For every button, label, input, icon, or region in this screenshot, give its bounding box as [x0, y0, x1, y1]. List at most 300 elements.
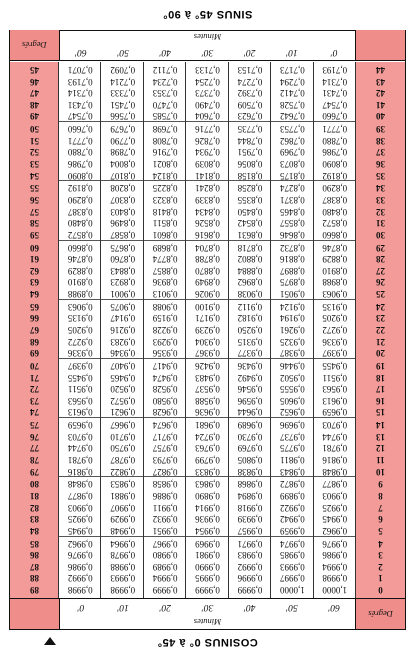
table-cell: 0,9689 — [237, 420, 263, 431]
table-cell: 0,7862 — [280, 135, 305, 146]
table-cell: 0,7698 — [152, 124, 178, 135]
cosine-degree: 43 — [376, 76, 385, 87]
sine-degree: 68 — [30, 336, 39, 347]
table-cell: 0,9621 — [110, 407, 136, 418]
table-body — [10, 62, 405, 598]
sine-degree: 58 — [30, 218, 39, 229]
table-cell: 0,9853 — [110, 479, 136, 490]
table-cell: 0,9075 — [110, 301, 136, 312]
table-cell: 0,9546 — [237, 384, 263, 395]
table-cell: 0,7716 — [195, 124, 220, 135]
table-cell: 0,9537 — [195, 384, 220, 395]
table-cell: 0,9877 — [67, 491, 93, 501]
table-cell: 0,9999 — [237, 585, 263, 595]
table-cell: 0,9763 — [195, 443, 220, 454]
table-row — [10, 360, 405, 371]
table-cell: 0,8090 — [322, 159, 348, 169]
value-cells — [59, 276, 356, 287]
table-cell: 0,9805 — [237, 455, 263, 465]
table-row — [10, 372, 405, 383]
table-cell: 0,8857 — [152, 265, 178, 276]
cosine-degree: 10 — [376, 466, 385, 477]
table-row — [10, 502, 405, 513]
cosine-degree: 3 — [378, 550, 383, 561]
value-cells — [59, 478, 356, 489]
table-row — [10, 288, 405, 299]
table-cell: 0,9881 — [110, 491, 136, 501]
value-cells — [59, 265, 356, 276]
table-cell: 0,9994 — [152, 573, 178, 584]
table-cell: 0,8802 — [237, 254, 263, 265]
table-row — [10, 182, 405, 193]
table-cell: 0,9971 — [237, 538, 263, 549]
table-cell: 0,8542 — [237, 218, 263, 229]
value-cells — [59, 312, 356, 323]
table-cell: 0,9724 — [195, 431, 220, 442]
table-cell: 0,9710 — [110, 431, 136, 442]
table-cell: 0,9283 — [110, 336, 136, 347]
column-rule — [270, 62, 271, 598]
table-cell: 0,9667 — [110, 420, 136, 431]
trig-table — [9, 30, 406, 630]
table-cell: 0,7808 — [152, 135, 178, 146]
table-cell: 0,9914 — [195, 502, 220, 513]
table-row — [10, 206, 405, 217]
table-cell: 0,9001 — [110, 289, 136, 299]
table-cell: 0,9644 — [237, 407, 263, 418]
table-cell: 0,9981 — [195, 550, 220, 561]
table-cell: 0,8675 — [110, 242, 136, 253]
table-cell: 0,7254 — [195, 76, 220, 87]
cosine-degree: 9 — [378, 479, 383, 490]
table-cell: 0,9703 — [322, 420, 348, 431]
table-cell: 0,9182 — [237, 313, 263, 324]
cosine-degree: 32 — [376, 206, 385, 217]
minute-ticks-bottom — [60, 47, 356, 57]
table-cell: 0,9205 — [67, 325, 93, 335]
table-cell: 0,9377 — [237, 348, 263, 359]
table-cell: 0,9781 — [322, 443, 348, 454]
table-cell: 0,7660 — [67, 124, 93, 135]
table-cell: 0,9588 — [195, 395, 220, 406]
sine-degree: 53 — [30, 159, 39, 169]
table-cell: 0,7547 — [67, 111, 93, 122]
table-cell: 0,9964 — [110, 538, 136, 549]
cosine-degree: 28 — [376, 254, 385, 265]
table-row — [10, 324, 405, 335]
cosine-degree: 24 — [376, 301, 385, 312]
cosine-degree: 7 — [378, 502, 383, 513]
table-row — [10, 336, 405, 347]
table-cell: 0,7490 — [195, 99, 220, 110]
table-cell: 0,9985 — [280, 550, 305, 561]
table-cell: 0,8371 — [280, 195, 305, 205]
table-cell: 0,8290 — [67, 195, 93, 205]
minutes-header-bottom — [59, 30, 357, 60]
minute-tick: 10' — [117, 602, 129, 612]
cosine-degree: 1 — [378, 573, 383, 584]
cosine-degree: 40 — [376, 111, 385, 122]
sine-degree: 59 — [30, 229, 39, 240]
table-cell: 0,9703 — [67, 431, 93, 442]
table-cell: 0,8843 — [110, 265, 136, 276]
table-row — [10, 265, 405, 276]
table-cell: 0,8788 — [195, 254, 220, 265]
table-cell: 0,9781 — [67, 455, 93, 465]
table-cell: 0,7133 — [195, 65, 220, 75]
table-cell: 0,8434 — [195, 206, 220, 217]
table-cell: 0,8829 — [67, 265, 93, 276]
table-cell: 0,9969 — [195, 538, 220, 549]
table-cell: 0,9659 — [67, 420, 93, 431]
table-cell: 0,9945 — [322, 514, 348, 525]
table-cell: 0,7771 — [67, 135, 93, 146]
table-cell: 0,7451 — [110, 99, 136, 110]
table-cell: 0,8988 — [322, 277, 348, 288]
table-row — [10, 253, 405, 264]
table-cell: 0,9976 — [67, 550, 93, 561]
table-cell: 0,9063 — [322, 289, 348, 299]
table-cell: 0,9250 — [237, 325, 263, 335]
table-row — [10, 466, 405, 477]
table-row — [10, 419, 405, 430]
table-cell: 0,9135 — [67, 313, 93, 324]
table-cell: 0,9775 — [280, 443, 305, 454]
table-cell: 0,9483 — [195, 372, 220, 383]
table-cell: 0,9336 — [67, 348, 93, 359]
table-cell: 0,8923 — [110, 277, 136, 288]
sine-degree: 69 — [30, 348, 39, 359]
table-cell: 0,9397 — [67, 361, 93, 371]
table-cell: 0,9750 — [110, 443, 136, 454]
table-cell: 0,9787 — [110, 455, 136, 465]
cosine-degree: 6 — [378, 514, 383, 525]
value-cells — [59, 466, 356, 477]
cosine-degree: 4 — [378, 538, 383, 549]
value-cells — [59, 549, 356, 560]
value-cells — [59, 182, 356, 193]
table-cell: 0,7951 — [237, 147, 263, 158]
value-cells — [59, 561, 356, 572]
table-row — [10, 99, 405, 110]
table-cell: 0,9744 — [67, 443, 93, 454]
table-row — [10, 158, 405, 169]
cosine-degree: 21 — [376, 336, 385, 347]
table-cell: 0,8496 — [110, 218, 136, 229]
value-cells — [59, 242, 356, 253]
table-cell: 0,8829 — [322, 254, 348, 265]
table-cell: 0,8403 — [110, 206, 136, 217]
minute-tick: 60' — [75, 47, 87, 57]
sine-degree: 50 — [30, 124, 39, 135]
table-cell: 0,9838 — [237, 466, 263, 477]
table-cell: 0,7153 — [237, 65, 263, 75]
table-cell: 0,9356 — [152, 348, 178, 359]
value-cells — [59, 135, 356, 146]
table-cell: 0,9194 — [280, 313, 305, 324]
sine-degree: 60 — [30, 242, 39, 253]
value-cells — [59, 217, 356, 228]
table-cell: 0,7898 — [110, 147, 136, 158]
table-cell: 0,8355 — [237, 195, 263, 205]
minute-tick: 50' — [286, 602, 298, 612]
cosine-degree: 25 — [376, 289, 385, 299]
table-cell: 0,8056 — [237, 159, 263, 169]
table-cell: 0,8090 — [67, 170, 93, 181]
value-cells — [59, 123, 356, 134]
table-cell: 0,9976 — [322, 538, 348, 549]
value-cells — [59, 87, 356, 98]
cosine-degree: 15 — [376, 407, 385, 418]
table-row — [10, 170, 405, 181]
table-cell: 0,9999 — [195, 585, 220, 595]
table-cell: 0,9925 — [322, 502, 348, 513]
value-cells — [59, 336, 356, 347]
table-cell: 0,8158 — [237, 170, 263, 181]
table-cell: 0,9959 — [280, 525, 305, 536]
table-cell: 0,7193 — [322, 65, 348, 75]
table-cell: 0,9465 — [110, 372, 136, 383]
table-cell: 0,7844 — [237, 135, 263, 146]
table-row — [10, 123, 405, 134]
table-cell: 0,8660 — [322, 229, 348, 240]
value-cells — [59, 442, 356, 453]
minute-ticks-top — [60, 602, 356, 612]
sine-degree: 80 — [30, 479, 39, 490]
value-cells — [59, 158, 356, 169]
table-cell: 0,8208 — [110, 183, 136, 194]
table-cell: 0,9502 — [280, 372, 305, 383]
table-cell: 0,9978 — [110, 550, 136, 561]
table-cell: 0,9367 — [195, 348, 220, 359]
value-cells — [59, 513, 356, 524]
value-cells — [59, 301, 356, 312]
table-cell: 0,8884 — [237, 265, 263, 276]
table-cell: 0,9605 — [280, 395, 305, 406]
value-cells — [59, 454, 356, 465]
column-rule — [100, 62, 101, 598]
value-cells — [59, 490, 356, 501]
table-cell: 0,9613 — [322, 395, 348, 406]
table-cell: 0,7412 — [280, 88, 305, 99]
sine-degree: 57 — [30, 206, 39, 217]
table-row — [10, 406, 405, 417]
table-row — [10, 64, 405, 75]
header-corner-bottom — [356, 30, 405, 60]
table-cell: 0,9993 — [280, 561, 305, 572]
table-cell: 0,9793 — [152, 455, 178, 465]
sine-degree: 47 — [30, 88, 39, 99]
table-cell: 0,8616 — [195, 229, 220, 240]
table-cell: 0,7986 — [67, 159, 93, 169]
table-cell: 0,9387 — [280, 348, 305, 359]
cosine-degree: 17 — [376, 384, 385, 395]
table-row — [10, 584, 405, 595]
table-cell: 0,9907 — [110, 502, 136, 513]
table-cell: 0,9492 — [237, 372, 263, 383]
table-cell: 0,9858 — [152, 479, 178, 490]
value-cells — [59, 572, 356, 583]
table-cell: 0,8339 — [195, 195, 220, 205]
table-row — [10, 513, 405, 524]
table-cell: 0,9822 — [110, 466, 136, 477]
direction-arrow-icon — [44, 637, 56, 645]
table-cell: 0,8290 — [322, 183, 348, 194]
minute-tick: 0' — [77, 602, 85, 612]
table-cell: 0,9925 — [67, 514, 93, 525]
cosine-degree: 0 — [378, 585, 383, 595]
sine-degree: 66 — [30, 313, 39, 324]
cosine-degree: 38 — [376, 135, 385, 146]
table-row — [10, 312, 405, 323]
table-cell: 0,9957 — [237, 525, 263, 536]
table-cell: 0,7679 — [110, 124, 136, 135]
table-cell: 0,8689 — [152, 242, 178, 253]
table-cell: 0,9998 — [322, 573, 348, 584]
table-cell: 0,7528 — [280, 99, 305, 110]
sine-degree: 89 — [30, 585, 39, 595]
table-cell: 0,8465 — [280, 206, 305, 217]
cosine-degree: 34 — [376, 183, 385, 194]
table-cell: 0,9511 — [68, 384, 93, 395]
table-cell: 0,9147 — [110, 313, 136, 324]
table-row — [10, 194, 405, 205]
table-cell: 0,7092 — [110, 65, 136, 75]
table-cell: 0,9293 — [152, 336, 178, 347]
table-cell: 0,8572 — [322, 218, 348, 229]
table-cell: 0,9511 — [322, 372, 347, 383]
table-cell: 0,8192 — [67, 183, 93, 194]
table-cell: 0,8631 — [237, 229, 263, 240]
table-cell: 0,8192 — [322, 170, 348, 181]
table-cell: 0,9659 — [322, 407, 348, 418]
table-cell: 1,0000 — [322, 585, 348, 595]
table-row — [10, 87, 405, 98]
table-cell: 0,7880 — [322, 135, 348, 146]
sine-degree: 75 — [30, 420, 39, 431]
sine-degree: 74 — [30, 407, 39, 418]
cosine-degree: 37 — [376, 147, 385, 158]
table-cell: 0,9205 — [322, 313, 348, 324]
cosine-degree: 39 — [376, 124, 385, 135]
column-rule — [185, 62, 186, 598]
table-cell: 0,9989 — [152, 561, 178, 572]
sine-degree: 63 — [30, 277, 39, 288]
table-cell: 0,9922 — [280, 502, 305, 513]
table-cell: 0,9999 — [152, 585, 178, 595]
sine-degree: 87 — [30, 561, 39, 572]
sine-degree: 78 — [30, 455, 39, 465]
cosine-degree: 44 — [376, 65, 385, 75]
sine-degree: 71 — [30, 372, 39, 383]
cosine-degree: 42 — [376, 88, 385, 99]
minute-tick: 60' — [328, 602, 340, 612]
table-cell: 0,9555 — [280, 384, 305, 395]
sine-title: SINUS 45° à 90° — [162, 8, 253, 20]
table-cell: 0,9315 — [237, 336, 263, 347]
table-cell: 0,7314 — [322, 76, 348, 87]
table-cell: 0,8004 — [110, 159, 136, 169]
table-cell: 0,9911 — [152, 502, 178, 513]
table-cell: 0,9325 — [280, 336, 305, 347]
table-row — [10, 110, 405, 121]
table-cell: 0,7566 — [110, 111, 136, 122]
table-cell: 0,7274 — [237, 76, 263, 87]
table-cell: 0,9135 — [322, 301, 348, 312]
minute-tick: 10' — [286, 47, 298, 57]
table-row — [10, 301, 405, 312]
value-cells — [59, 347, 356, 358]
table-cell: 0,9998 — [110, 585, 136, 595]
cosine-degree: 31 — [376, 218, 385, 229]
table-cell: 0,9992 — [237, 561, 263, 572]
table-cell: 0,9903 — [322, 491, 348, 501]
table-cell: 0,8816 — [280, 254, 305, 265]
table-cell: 0,7112 — [152, 65, 178, 75]
table-cell: 0,8704 — [195, 242, 220, 253]
value-cells — [59, 76, 356, 87]
table-row — [10, 229, 405, 240]
table-cell: 0,9827 — [152, 466, 178, 477]
table-cell: 0,9674 — [152, 420, 178, 431]
table-cell: 0,9848 — [67, 479, 93, 490]
table-cell: 0,7071 — [67, 65, 93, 75]
table-cell: 0,9986 — [322, 550, 348, 561]
table-cell: 0,9216 — [110, 325, 136, 335]
table-cell: 0,7880 — [67, 147, 93, 158]
table-cell: 0,8774 — [152, 254, 178, 265]
table-cell: 0,7969 — [280, 147, 305, 158]
value-cells — [59, 99, 356, 110]
table-cell: 0,7294 — [280, 76, 305, 87]
table-cell: 0,9681 — [195, 420, 220, 431]
table-cell: 0,8418 — [152, 206, 178, 217]
value-cells — [59, 360, 356, 371]
table-cell: 0,7934 — [195, 147, 220, 158]
table-cell: 0,9992 — [67, 573, 93, 584]
table-cell: 0,7509 — [237, 99, 263, 110]
table-cell: 0,9717 — [152, 431, 178, 442]
sine-degree: 88 — [30, 573, 39, 584]
bottom-header — [10, 30, 405, 61]
value-cells — [59, 206, 356, 217]
table-cell: 0,9948 — [110, 525, 136, 536]
column-rule — [313, 62, 314, 598]
table-cell: 0,9397 — [322, 348, 348, 359]
table-cell: 0,9918 — [237, 502, 263, 513]
table-cell: 0,7642 — [280, 111, 305, 122]
table-row — [10, 572, 405, 583]
table-row — [10, 383, 405, 394]
table-cell: 0,9769 — [237, 443, 263, 454]
table-cell: 0,9816 — [322, 455, 348, 465]
table-cell: 0,7373 — [195, 88, 220, 99]
cosine-degree: 33 — [376, 195, 385, 205]
table-cell: 1,0000 — [280, 585, 305, 595]
table-cell: 0,7660 — [322, 111, 348, 122]
table-cell: 0,9261 — [280, 325, 305, 335]
cosine-degree: 19 — [376, 361, 385, 371]
sine-degree: 49 — [30, 111, 39, 122]
value-cells — [59, 395, 356, 406]
table-cell: 0,9563 — [67, 395, 93, 406]
table-cell: 0,9962 — [322, 525, 348, 536]
sine-degree: 48 — [30, 99, 39, 110]
table-row — [10, 217, 405, 228]
table-cell: 0,8660 — [67, 242, 93, 253]
header-corner-top — [10, 599, 59, 629]
table-row — [10, 549, 405, 560]
